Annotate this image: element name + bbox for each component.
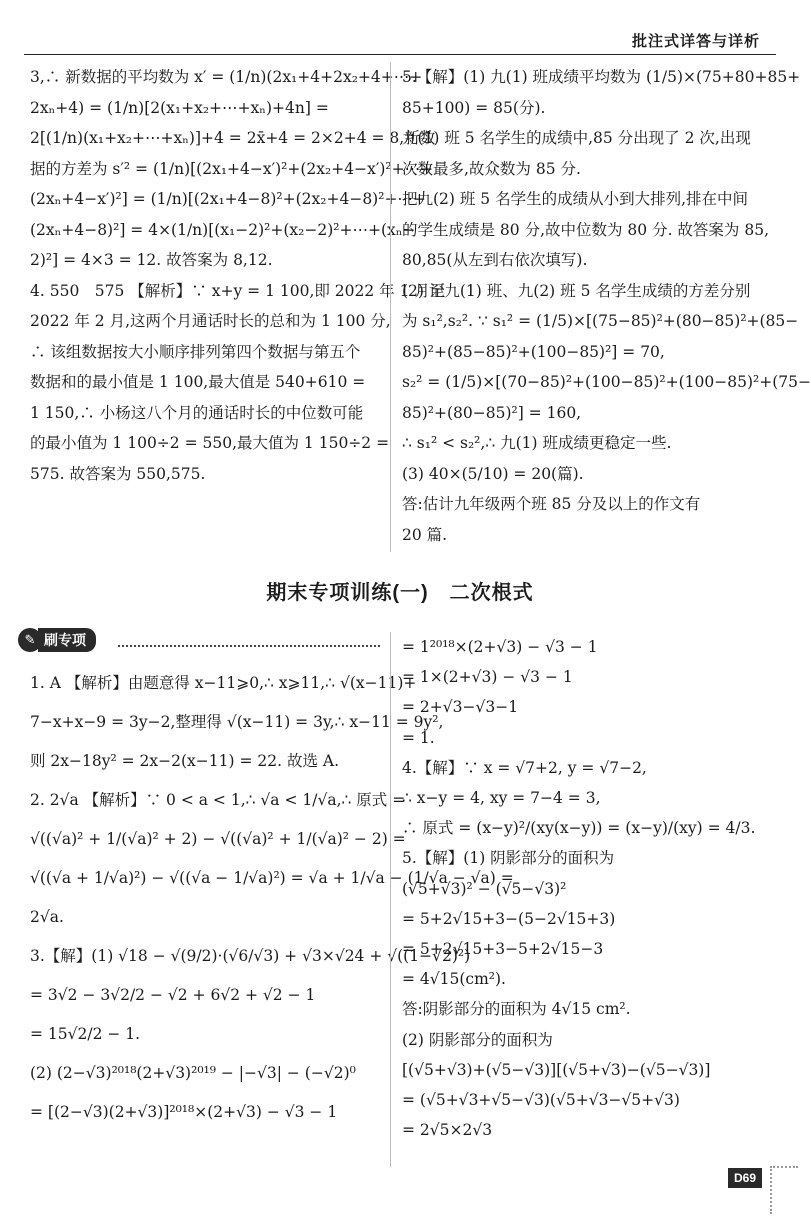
text-line: ∴ s₁² < s₂²,∴ 九(1) 班成绩更稳定一些. <box>402 434 672 452</box>
text-line: (2) (2−√3)²⁰¹⁸(2+√3)²⁰¹⁹ − |−√3| − (−√2)⁰ <box>30 1064 356 1082</box>
text-line: (3) 40×(5/10) = 20(篇). <box>402 464 584 483</box>
text-line: = 2+√3−√3−1 <box>402 698 519 717</box>
text-line: 2[(1/n)(x₁+x₂+⋯+xₙ)]+4 = 2x̄+4 = 2×2+4 = 8,新数 <box>30 129 436 147</box>
text-line: √((√a)² + 1/(√a)² + 2) − √((√a)² + 1/(√a)² − 2) = <box>30 830 406 848</box>
text-line: 答:估计九年级两个班 85 分及以上的作文有 <box>402 495 701 513</box>
text-line: 九(1) 班 5 名学生的成绩中,85 分出现了 2 次,出现 <box>402 129 751 147</box>
corner-decoration <box>770 1166 798 1214</box>
text-line: 2√a. <box>30 908 64 926</box>
text-line: = 1×(2+√3) − √3 − 1 <box>402 668 573 687</box>
text-line: (√5+√3)² − (√5−√3)² <box>402 879 567 898</box>
text-line: 2)²] = 4×3 = 12. 故答案为 8,12. <box>30 251 273 269</box>
text-line: 据的方差为 s′² = (1/n)[(2x₁+4−x′)²+(2x₂+4−x′)²+⋯+ <box>30 159 434 178</box>
header-rule <box>24 54 776 55</box>
text-line: 5.【解】(1) 阴影部分的面积为 <box>402 849 615 868</box>
text-line: 1 150,∴ 小杨这八个月的通话时长的中位数可能 <box>30 403 364 422</box>
text-line: 的最小值为 1 100÷2 = 550,最大值为 1 150÷2 = <box>30 434 390 452</box>
text-line: ∴ x−y = 4, xy = 7−4 = 3, <box>402 789 601 808</box>
text-line: 1. A 【解析】由题意得 x−11⩾0,∴ x⩾11,∴ √(x−11)+ <box>30 674 417 692</box>
column-divider <box>390 632 391 1167</box>
text-line: 把九(2) 班 5 名学生的成绩从小到大排列,排在中间 <box>402 190 749 208</box>
text-line: (2) 阴影部分的面积为 <box>402 1030 553 1049</box>
text-line: = (√5+√3+√5−√3)(√5+√3−√5+√3) <box>402 1091 680 1110</box>
text-line: = 5+2√15+3−5+2√15−3 <box>402 940 604 959</box>
top-right-column <box>402 62 811 550</box>
dotted-separator <box>118 645 380 647</box>
text-line: (2xₙ+4−8)²] = 4×(1/n)[(x₁−2)²+(x₂−2)²+⋯+(xₙ− <box>30 220 416 239</box>
text-line: √((√a + 1/√a)²) − √((√a − 1/√a)²) = √a + 1/√a − (1/√a − √a) = <box>30 869 514 887</box>
text-line: 数据和的最小值是 1 100,最大值是 540+610 = <box>30 373 366 391</box>
text-line: 2xₙ+4) = (1/n)[2(x₁+x₂+⋯+xₙ)+4n] = <box>30 98 329 117</box>
text-line: 80,85(从左到右依次填写). <box>402 251 588 269</box>
text-line: = 4√15(cm²). <box>402 970 506 989</box>
text-line: 3,∴ 新数据的平均数为 x′ = (1/n)(2x₁+4+2x₂+4+⋯+ <box>30 68 423 86</box>
text-line: 5.【解】(1) 九(1) 班成绩平均数为 (1/5)×(75+80+85+ <box>402 68 801 86</box>
text-line: 85)²+(80−85)²] = 160, <box>402 403 582 422</box>
text-line: 85)²+(85−85)²+(100−85)²] = 70, <box>402 342 665 361</box>
bottom-right-column <box>402 632 774 1145</box>
text-line: 3.【解】(1) √18 − √(9/2)·(√6/√3) + √3×√24 + √((1−√2)²) <box>30 947 471 965</box>
text-line: 为 s₁²,s₂². ∵ s₁² = (1/5)×[(75−85)²+(80−85)²+(85− <box>402 312 799 330</box>
text-line: s₂² = (1/5)×[(70−85)²+(100−85)²+(100−85)²+(75− <box>402 373 811 391</box>
header-title: 批注式详答与详析 <box>631 33 760 50</box>
text-line: [(√5+√3)+(√5−√3)][(√5+√3)−(√5−√3)] <box>402 1060 711 1079</box>
text-line: (2) 记九(1) 班、九(2) 班 5 名学生成绩的方差分别 <box>402 281 751 300</box>
text-line: 575. 故答案为 550,575. <box>30 464 206 483</box>
text-line: ∴ 原式 = (x−y)²/(xy(x−y)) = (x−y)/(xy) = 4/3. <box>402 819 756 838</box>
text-line: 7−x+x−9 = 3y−2,整理得 √(x−11) = 3y,∴ x−11 = 9y², <box>30 713 444 731</box>
page-number: D69 <box>728 1168 762 1188</box>
pencil-icon: ✎ <box>18 628 42 652</box>
text-line: = [(2−√3)(2+√3)]²⁰¹⁸×(2+√3) − √3 − 1 <box>30 1103 338 1121</box>
column-divider <box>390 62 391 552</box>
section-badge <box>18 628 96 652</box>
section-title: 期末专项训练(一) 二次根式 <box>266 582 534 604</box>
text-line: = 1²⁰¹⁸×(2+√3) − √3 − 1 <box>402 638 598 656</box>
text-line: 4. 550 575 【解析】∵ x+y = 1 100,即 2022 年 1 月至 <box>30 281 446 300</box>
text-line: 20 篇. <box>402 525 448 544</box>
text-line: 的学生成绩是 80 分,故中位数为 80 分. 故答案为 85, <box>402 220 770 239</box>
text-line: 2022 年 2 月,这两个月通话时长的总和为 1 100 分, <box>30 312 391 330</box>
text-line: 次数最多,故众数为 85 分. <box>402 159 581 178</box>
text-line: = 3√2 − 3√2/2 − √2 + 6√2 + √2 − 1 <box>30 986 316 1004</box>
text-line: 则 2x−18y² = 2x−2(x−11) = 22. 故选 A. <box>30 752 340 770</box>
text-line: = 1. <box>402 728 435 747</box>
text-line: 4.【解】∵ x = √7+2, y = √7−2, <box>402 758 647 777</box>
text-line: = 2√5×2√3 <box>402 1121 493 1140</box>
top-left-column <box>30 62 446 489</box>
text-line: = 5+2√15+3−(5−2√15+3) <box>402 909 616 928</box>
text-line: 答:阴影部分的面积为 4√15 cm². <box>402 1000 631 1019</box>
text-line: 2. 2√a 【解析】∵ 0 < a < 1,∴ √a < 1/√a,∴ 原式 = <box>30 791 406 809</box>
badge-label: 刷专项 <box>38 628 96 652</box>
text-line: ∴ 该组数据按大小顺序排列第四个数据与第五个 <box>30 342 361 361</box>
text-line: = 15√2/2 − 1. <box>30 1025 141 1043</box>
text-line: (2xₙ+4−x′)²] = (1/n)[(2x₁+4−8)²+(2x₂+4−8)²+⋯+ <box>30 190 426 208</box>
text-line: 85+100) = 85(分). <box>402 98 546 117</box>
